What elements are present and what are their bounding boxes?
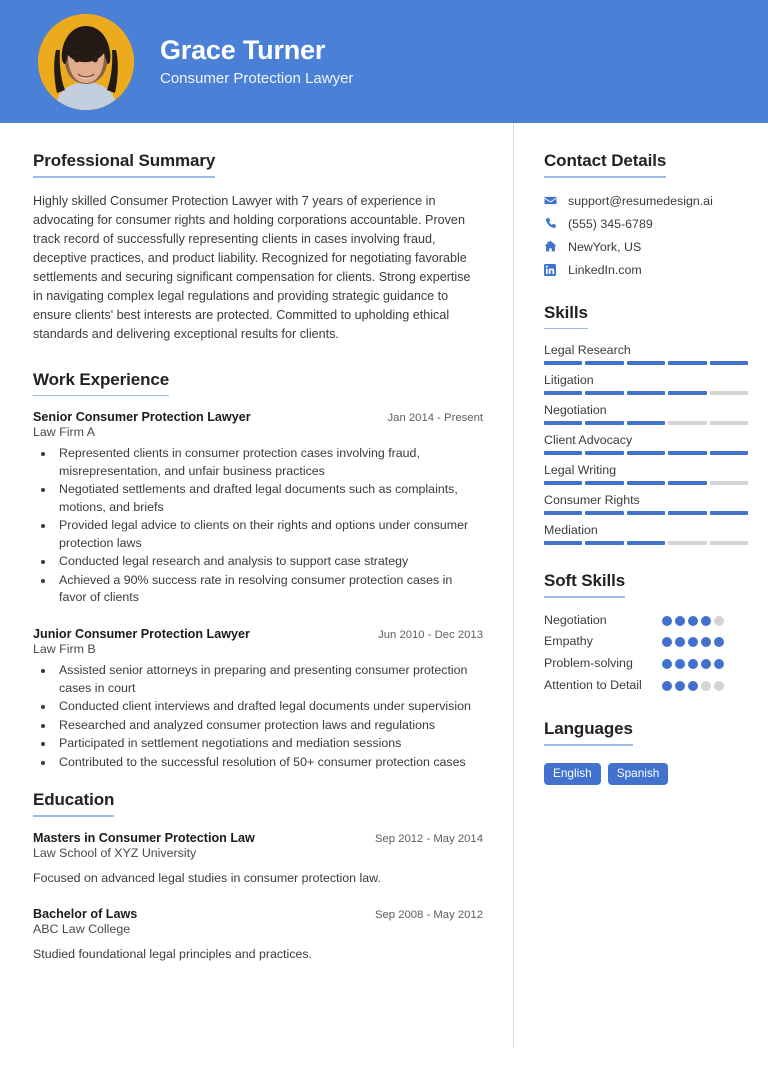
- resume-header: [0, 0, 768, 123]
- experience-bullet: • Participated in settlement negotiations and mediation sessions: [55, 735, 483, 752]
- skill-segment: [544, 391, 582, 395]
- experience-organization: Law Firm B: [33, 642, 96, 657]
- portrait-photo-icon: [38, 14, 134, 110]
- experience-role: Senior Consumer Protection Lawyer: [33, 410, 251, 425]
- experience-organization: Law Firm A: [33, 425, 95, 440]
- section-rule: [544, 596, 625, 598]
- language-pill[interactable]: English: [544, 763, 601, 785]
- soft-skill-dot: [662, 659, 672, 669]
- work-experience-section: [33, 370, 483, 772]
- skill-segment: [585, 421, 623, 425]
- soft-skill-dot: [714, 616, 724, 626]
- skill-segment: [585, 361, 623, 365]
- soft-skill-dot: [675, 637, 685, 647]
- avatar: [38, 14, 134, 110]
- soft-skill-dot: [662, 681, 672, 691]
- skill-segment: [627, 511, 665, 515]
- skill-label: Legal Writing: [544, 463, 617, 477]
- skill-item: [544, 403, 748, 425]
- section-rule: [544, 328, 588, 330]
- skill-segment: [585, 451, 623, 455]
- experience-list: [33, 410, 483, 771]
- professional-summary-section: [33, 151, 483, 345]
- soft-skill-item: [544, 655, 748, 672]
- contact-row[interactable]: [544, 194, 748, 208]
- section-heading-experience: [33, 370, 169, 397]
- languages-section: [544, 719, 748, 784]
- soft-skill-rating: [662, 677, 724, 691]
- soft-skill-label: Negotiation: [544, 612, 607, 627]
- contact-row[interactable]: [544, 263, 748, 277]
- experience-bullet: • Researched and analyzed consumer protection laws and regulations: [55, 717, 483, 734]
- skills-list: [544, 343, 748, 545]
- home-icon: [544, 240, 562, 253]
- skill-segment: [710, 391, 748, 395]
- section-heading-languages: [544, 719, 633, 746]
- experience-bullet: • Assisted senior attorneys in preparing and presenting consumer protection cases in court: [55, 662, 483, 697]
- soft-skill-dot: [688, 616, 698, 626]
- contact-value: (555) 345-6789: [568, 216, 653, 231]
- soft-skill-dot: [701, 616, 711, 626]
- section-rule: [544, 176, 666, 178]
- language-list: [544, 763, 748, 785]
- soft-skill-dot: [688, 659, 698, 669]
- skill-segment: [544, 511, 582, 515]
- phone-icon: [544, 217, 562, 230]
- section-heading-education: [33, 790, 114, 817]
- skill-segment: [710, 451, 748, 455]
- experience-entry: [33, 627, 483, 771]
- soft-skills-list: [544, 612, 748, 694]
- soft-skill-item: [544, 633, 748, 650]
- skill-segment: [668, 511, 706, 515]
- skill-level-bar: [544, 361, 748, 365]
- education-entry-header: [33, 907, 483, 921]
- soft-skill-dot: [714, 637, 724, 647]
- skill-segment: [668, 541, 706, 545]
- soft-skill-dot: [701, 659, 711, 669]
- soft-skill-dot: [662, 637, 672, 647]
- contact-row[interactable]: [544, 240, 748, 254]
- soft-skill-rating: [662, 655, 724, 669]
- skill-segment: [544, 541, 582, 545]
- soft-skill-dot: [688, 637, 698, 647]
- skill-segment: [668, 481, 706, 485]
- skill-segment: [710, 511, 748, 515]
- experience-bullet: • Represented clients in consumer protection cases involving fraud, misrepresentation, and unfair business practices: [55, 445, 483, 480]
- experience-bullet-list: [33, 662, 483, 771]
- experience-bullet: • Contributed to the successful resolution of 50+ consumer protection cases: [55, 754, 483, 771]
- soft-skill-dot: [675, 659, 685, 669]
- soft-skill-dot: [675, 681, 685, 691]
- skill-item: [544, 523, 748, 545]
- education-degree: Bachelor of Laws: [33, 907, 138, 922]
- education-description: Focused on advanced legal studies in consumer protection law.: [33, 870, 381, 885]
- experience-entry-header: [33, 627, 483, 641]
- soft-skills-section: [544, 571, 748, 693]
- skill-segment: [544, 451, 582, 455]
- skill-label: Mediation: [544, 523, 598, 537]
- contact-value: LinkedIn.com: [568, 262, 642, 277]
- skill-segment: [627, 481, 665, 485]
- section-rule: [33, 815, 114, 817]
- section-title: Soft Skills: [544, 571, 626, 590]
- skill-item: [544, 433, 748, 455]
- education-section: [33, 790, 483, 963]
- candidate-name: Grace Turner: [160, 34, 326, 65]
- soft-skill-dot: [701, 637, 711, 647]
- skill-segment: [544, 361, 582, 365]
- experience-bullet: • Conducted client interviews and drafted legal documents under supervision: [55, 698, 483, 715]
- experience-role: Junior Consumer Protection Lawyer: [33, 627, 250, 642]
- soft-skill-label: Attention to Detail: [544, 677, 642, 692]
- skill-segment: [710, 421, 748, 425]
- education-list: [33, 831, 483, 964]
- education-entry: [33, 831, 483, 887]
- section-title: Work Experience: [33, 369, 170, 389]
- skill-segment: [627, 361, 665, 365]
- section-rule: [544, 744, 633, 746]
- education-school: Law School of XYZ University: [33, 845, 197, 860]
- skill-level-bar: [544, 541, 748, 545]
- resume-body: [0, 123, 768, 1078]
- section-title: Education: [33, 790, 115, 810]
- entry-spacer: [33, 891, 483, 907]
- summary-text: Highly skilled Consumer Protection Lawyer with 7 years of experience in advocating for consumer rights and holding corporations accountable. Proven track record of successfully representing clients in cases involving fraud, deceptive practices, and product liability. Recognized for negotiating favorable settlements and securing significant compensation for clients. Strong expertise in navigating complex legal regulations and providing strategic guidance to ensure clients' best interests are protected. Committed to upholding ethical standards and delivering exceptional results for clients.: [33, 193, 471, 342]
- experience-date: Jan 2014 - Present: [387, 412, 483, 425]
- skills-section: [544, 303, 748, 546]
- skill-level-bar: [544, 451, 748, 455]
- skill-segment: [585, 391, 623, 395]
- experience-bullet: • Negotiated settlements and drafted legal documents such as complaints, motions, and briefs: [55, 481, 483, 516]
- header-text-block: [160, 35, 353, 89]
- soft-skill-dot: [662, 616, 672, 626]
- section-title: Skills: [544, 302, 588, 322]
- soft-skill-item: [544, 677, 748, 694]
- skill-level-bar: [544, 511, 748, 515]
- contact-row[interactable]: [544, 217, 748, 231]
- experience-bullet: • Provided legal advice to clients on their rights and options under consumer protection laws: [55, 517, 483, 552]
- soft-skill-rating: [662, 633, 724, 647]
- skill-segment: [668, 421, 706, 425]
- skill-segment: [585, 541, 623, 545]
- skill-level-bar: [544, 421, 748, 425]
- skill-segment: [710, 361, 748, 365]
- main-column: [0, 123, 513, 968]
- soft-skill-rating: [662, 612, 724, 626]
- skill-segment: [627, 421, 665, 425]
- language-pill[interactable]: Spanish: [608, 763, 669, 785]
- education-degree: Masters in Consumer Protection Law: [33, 830, 255, 845]
- sidebar-column: [514, 123, 768, 785]
- skill-segment: [668, 361, 706, 365]
- contact-list: [544, 194, 748, 277]
- envelope-icon: [544, 194, 562, 207]
- skill-level-bar: [544, 391, 748, 395]
- skill-segment: [668, 451, 706, 455]
- experience-date: Jun 2010 - Dec 2013: [378, 629, 483, 642]
- section-heading-summary: [33, 151, 215, 178]
- skill-label: Client Advocacy: [544, 433, 633, 447]
- soft-skill-dot: [688, 681, 698, 691]
- skill-segment: [710, 541, 748, 545]
- section-heading-soft-skills: [544, 571, 625, 598]
- soft-skill-dot: [675, 616, 685, 626]
- skill-segment: [585, 481, 623, 485]
- soft-skill-dot: [714, 659, 724, 669]
- contact-value: support@resumedesign.ai: [568, 193, 713, 208]
- section-rule: [33, 176, 215, 178]
- education-entry: [33, 907, 483, 963]
- experience-entry-header: [33, 410, 483, 424]
- skill-label: Litigation: [544, 373, 594, 387]
- experience-bullet: • Conducted legal research and analysis to support case strategy: [55, 553, 483, 570]
- skill-item: [544, 373, 748, 395]
- section-title: Languages: [544, 719, 633, 739]
- skill-label: Negotiation: [544, 403, 607, 417]
- experience-entry: [33, 410, 483, 606]
- skill-label: Consumer Rights: [544, 493, 640, 507]
- education-description: Studied foundational legal principles and practices.: [33, 947, 312, 962]
- section-title: Contact Details: [544, 151, 667, 170]
- experience-bullet: • Achieved a 90% success rate in resolving consumer protection cases in favor of clients: [55, 572, 483, 607]
- skill-level-bar: [544, 481, 748, 485]
- skill-segment: [710, 481, 748, 485]
- soft-skill-dot: [714, 681, 724, 691]
- skill-segment: [544, 481, 582, 485]
- skill-item: [544, 343, 748, 365]
- candidate-job-title: Consumer Protection Lawyer: [160, 70, 354, 88]
- contact-value: NewYork, US: [568, 239, 642, 254]
- education-date: Sep 2008 - May 2012: [374, 909, 483, 922]
- soft-skill-item: [544, 612, 748, 629]
- section-title: Professional Summary: [33, 151, 216, 170]
- skill-segment: [668, 391, 706, 395]
- education-school: ABC Law College: [33, 922, 131, 937]
- contact-details-section: [544, 151, 748, 277]
- education-entry-header: [33, 831, 483, 845]
- experience-bullet-list: [33, 445, 483, 606]
- skill-segment: [544, 421, 582, 425]
- skill-segment: [627, 391, 665, 395]
- section-heading-contact: [544, 151, 666, 178]
- soft-skill-dot: [701, 681, 711, 691]
- linkedin-icon: [544, 264, 562, 276]
- skill-item: [544, 493, 748, 515]
- skill-label: Legal Research: [544, 343, 631, 357]
- soft-skill-label: Problem-solving: [544, 655, 633, 670]
- skill-segment: [627, 541, 665, 545]
- section-heading-skills: [544, 303, 588, 330]
- education-date: Sep 2012 - May 2014: [374, 832, 483, 845]
- soft-skill-label: Empathy: [544, 634, 593, 649]
- section-rule: [33, 395, 169, 397]
- entry-spacer: [33, 610, 483, 627]
- skill-item: [544, 463, 748, 485]
- skill-segment: [585, 511, 623, 515]
- skill-segment: [627, 451, 665, 455]
